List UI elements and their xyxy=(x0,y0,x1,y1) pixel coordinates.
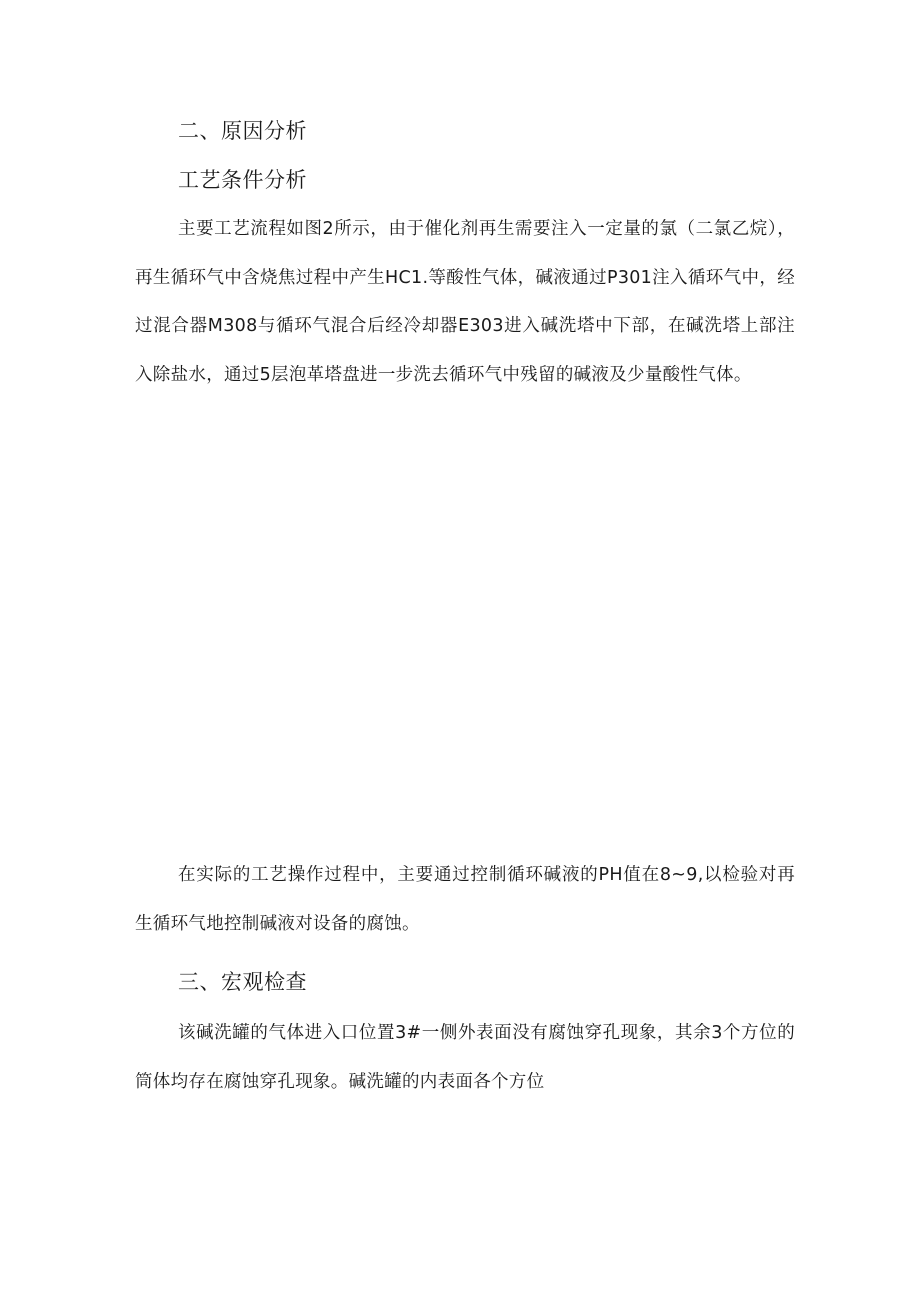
macro-inspection-paragraph: 该碱洗罐的气体进入口位置3#一侧外表面没有腐蚀穿孔现象，其余3个方位的筒体均存在腐蚀穿孔现象。碱洗罐的内表面各个方位 xyxy=(135,1023,795,1092)
subsection-heading-process-conditions: 工艺条件分析 xyxy=(178,168,307,192)
operation-control-paragraph: 在实际的工艺操作过程中，主要通过控制循环碱液的PH值在8~9,以检验对再生循环气地控制碱液对设备的腐蚀。 xyxy=(135,865,795,934)
section-heading-cause-analysis: 二、原因分析 xyxy=(178,119,307,143)
section-heading-macro-inspection: 三、宏观检查 xyxy=(178,970,307,994)
process-flow-paragraph: 主要工艺流程如图2所示，由于催化剂再生需要注入一定量的氯（二氯乙烷），再生循环气中含烧焦过程中产生HC1.等酸性气体，碱液通过P301注入循环气中，经过混合器M308与循环气混合后经冷却器E303进入碱洗塔中下部，在碱洗塔上部注入除盐水，通过5层泡革塔盘进一步洗去循环气中残留的碱液及少量酸性气体。 xyxy=(135,219,795,385)
